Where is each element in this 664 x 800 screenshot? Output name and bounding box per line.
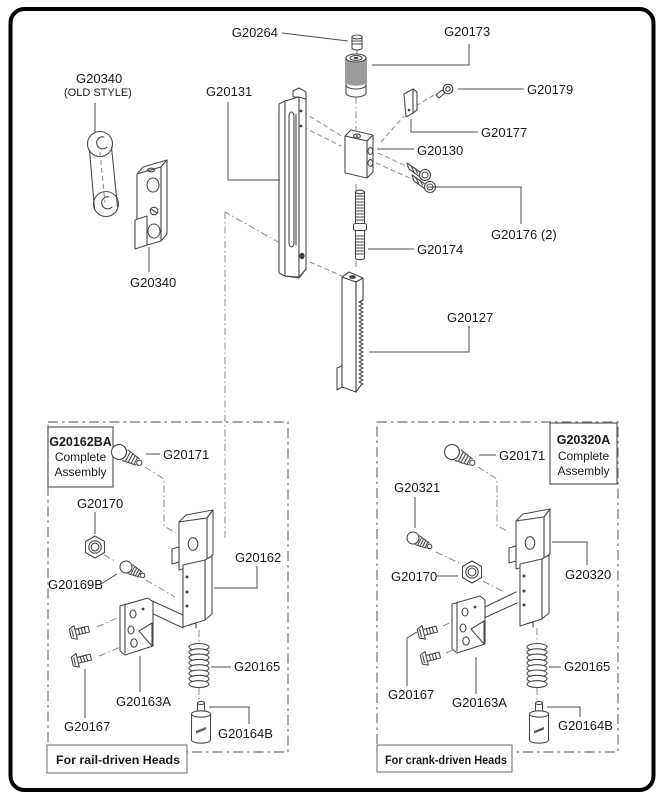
part-g20170-nut-left bbox=[86, 536, 105, 558]
part-g20165-spring-right bbox=[527, 644, 547, 688]
label-g20177: G20177 bbox=[481, 125, 528, 140]
part-g20340-new-block bbox=[135, 160, 167, 249]
leader-g20162 bbox=[214, 566, 257, 588]
leader-g20131 bbox=[228, 102, 280, 180]
label-g20174: G20174 bbox=[417, 242, 464, 257]
label-g20163a-left: G20163A bbox=[116, 694, 171, 709]
label-g20340-old-note: (OLD STYLE) bbox=[64, 87, 132, 99]
part-g20162-block bbox=[172, 510, 213, 628]
part-g20165-spring-left bbox=[189, 644, 209, 688]
leader-g20173 bbox=[372, 44, 469, 65]
left-assembly-line2: Assembly bbox=[54, 465, 107, 479]
label-g20171-left: G20171 bbox=[163, 447, 210, 462]
left-assembly-line1: Complete bbox=[54, 450, 107, 464]
part-g20174-rod bbox=[354, 190, 367, 260]
part-g20170-nut-right bbox=[463, 561, 482, 583]
leader-g20167-right bbox=[407, 632, 417, 686]
label-g20173: G20173 bbox=[444, 24, 491, 39]
label-g20170-right: G20170 bbox=[391, 569, 438, 584]
leader-g20169b bbox=[101, 574, 117, 584]
label-g20127: G20127 bbox=[447, 310, 494, 325]
leader-g20164b-left bbox=[209, 707, 249, 724]
right-assembly-line2: Assembly bbox=[557, 464, 610, 478]
part-g20131-bar bbox=[279, 88, 306, 278]
label-g20340-old: G20340 bbox=[76, 71, 123, 86]
label-g20130: G20130 bbox=[417, 143, 464, 158]
label-g20163a-right: G20163A bbox=[452, 695, 507, 710]
part-g20163a-bracket-right bbox=[452, 596, 485, 653]
part-g20171-plug-left bbox=[109, 442, 145, 471]
right-assembly-line1: Complete bbox=[557, 449, 610, 463]
page-border bbox=[11, 9, 654, 790]
part-g20173-knob bbox=[346, 54, 366, 97]
label-g20264: G20264 bbox=[231, 25, 278, 40]
left-caption: For rail-driven Heads bbox=[56, 755, 180, 767]
leader-g20176 bbox=[428, 187, 521, 224]
part-g20164b-plunger-right bbox=[530, 701, 549, 743]
part-g20264-setscrew bbox=[352, 35, 362, 50]
label-g20340-new: G20340 bbox=[130, 275, 177, 290]
leader-g20177 bbox=[411, 119, 478, 132]
leader-g20320 bbox=[552, 542, 587, 565]
leader-g20127 bbox=[369, 326, 469, 352]
part-g20321-plug bbox=[405, 530, 434, 553]
part-g20130-block bbox=[345, 130, 373, 178]
part-g20177-plate bbox=[404, 89, 417, 117]
connector-to-left-box bbox=[225, 212, 280, 540]
label-g20164b-right: G20164B bbox=[558, 718, 613, 733]
part-g20179-screw bbox=[436, 84, 453, 98]
part-g20169b-plug bbox=[118, 559, 147, 582]
part-g20164b-plunger-left bbox=[192, 701, 211, 743]
right-bracket-arm-lines bbox=[482, 592, 517, 619]
right-assembly-box bbox=[377, 422, 618, 772]
part-g20176-screws bbox=[407, 163, 436, 193]
right-caption: For crank-driven Heads bbox=[385, 755, 507, 767]
part-g20171-plug-right bbox=[442, 442, 478, 471]
label-g20162: G20162 bbox=[235, 550, 282, 565]
leader-g20264 bbox=[282, 33, 348, 41]
label-g20167-left: G20167 bbox=[64, 719, 111, 734]
left-assembly-box bbox=[47, 422, 288, 773]
label-g20320: G20320 bbox=[565, 567, 612, 582]
label-g20176: G20176 (2) bbox=[491, 227, 557, 242]
label-g20321: G20321 bbox=[394, 480, 441, 495]
axis-dash-lines bbox=[225, 50, 437, 540]
right-assembly-id: G20320A bbox=[556, 433, 611, 447]
part-g20167-screw2-right bbox=[420, 648, 442, 666]
label-g20169b: G20169B bbox=[48, 577, 103, 592]
part-g20320-block bbox=[509, 509, 550, 627]
left-assembly-id: G20162BA bbox=[49, 435, 112, 449]
label-g20165-right: G20165 bbox=[564, 659, 611, 674]
label-g20164b-left: G20164B bbox=[218, 726, 273, 741]
part-g20167-screw2-left bbox=[71, 650, 93, 668]
leader-g20164b-right bbox=[547, 707, 580, 717]
label-g20179: G20179 bbox=[527, 82, 574, 97]
label-g20170-left: G20170 bbox=[77, 496, 124, 511]
label-g20167-right: G20167 bbox=[388, 687, 435, 702]
left-leader-lines bbox=[85, 454, 257, 724]
part-g20127-rack bbox=[337, 272, 363, 392]
label-g20171-right: G20171 bbox=[499, 448, 546, 463]
part-g20167-screw1-left bbox=[69, 622, 91, 640]
label-g20131: G20131 bbox=[206, 84, 253, 99]
part-g20340-old-link bbox=[88, 132, 119, 217]
part-g20167-screw1-right bbox=[417, 622, 439, 640]
part-g20163a-bracket-left bbox=[120, 598, 153, 655]
label-g20165-left: G20165 bbox=[234, 659, 281, 674]
